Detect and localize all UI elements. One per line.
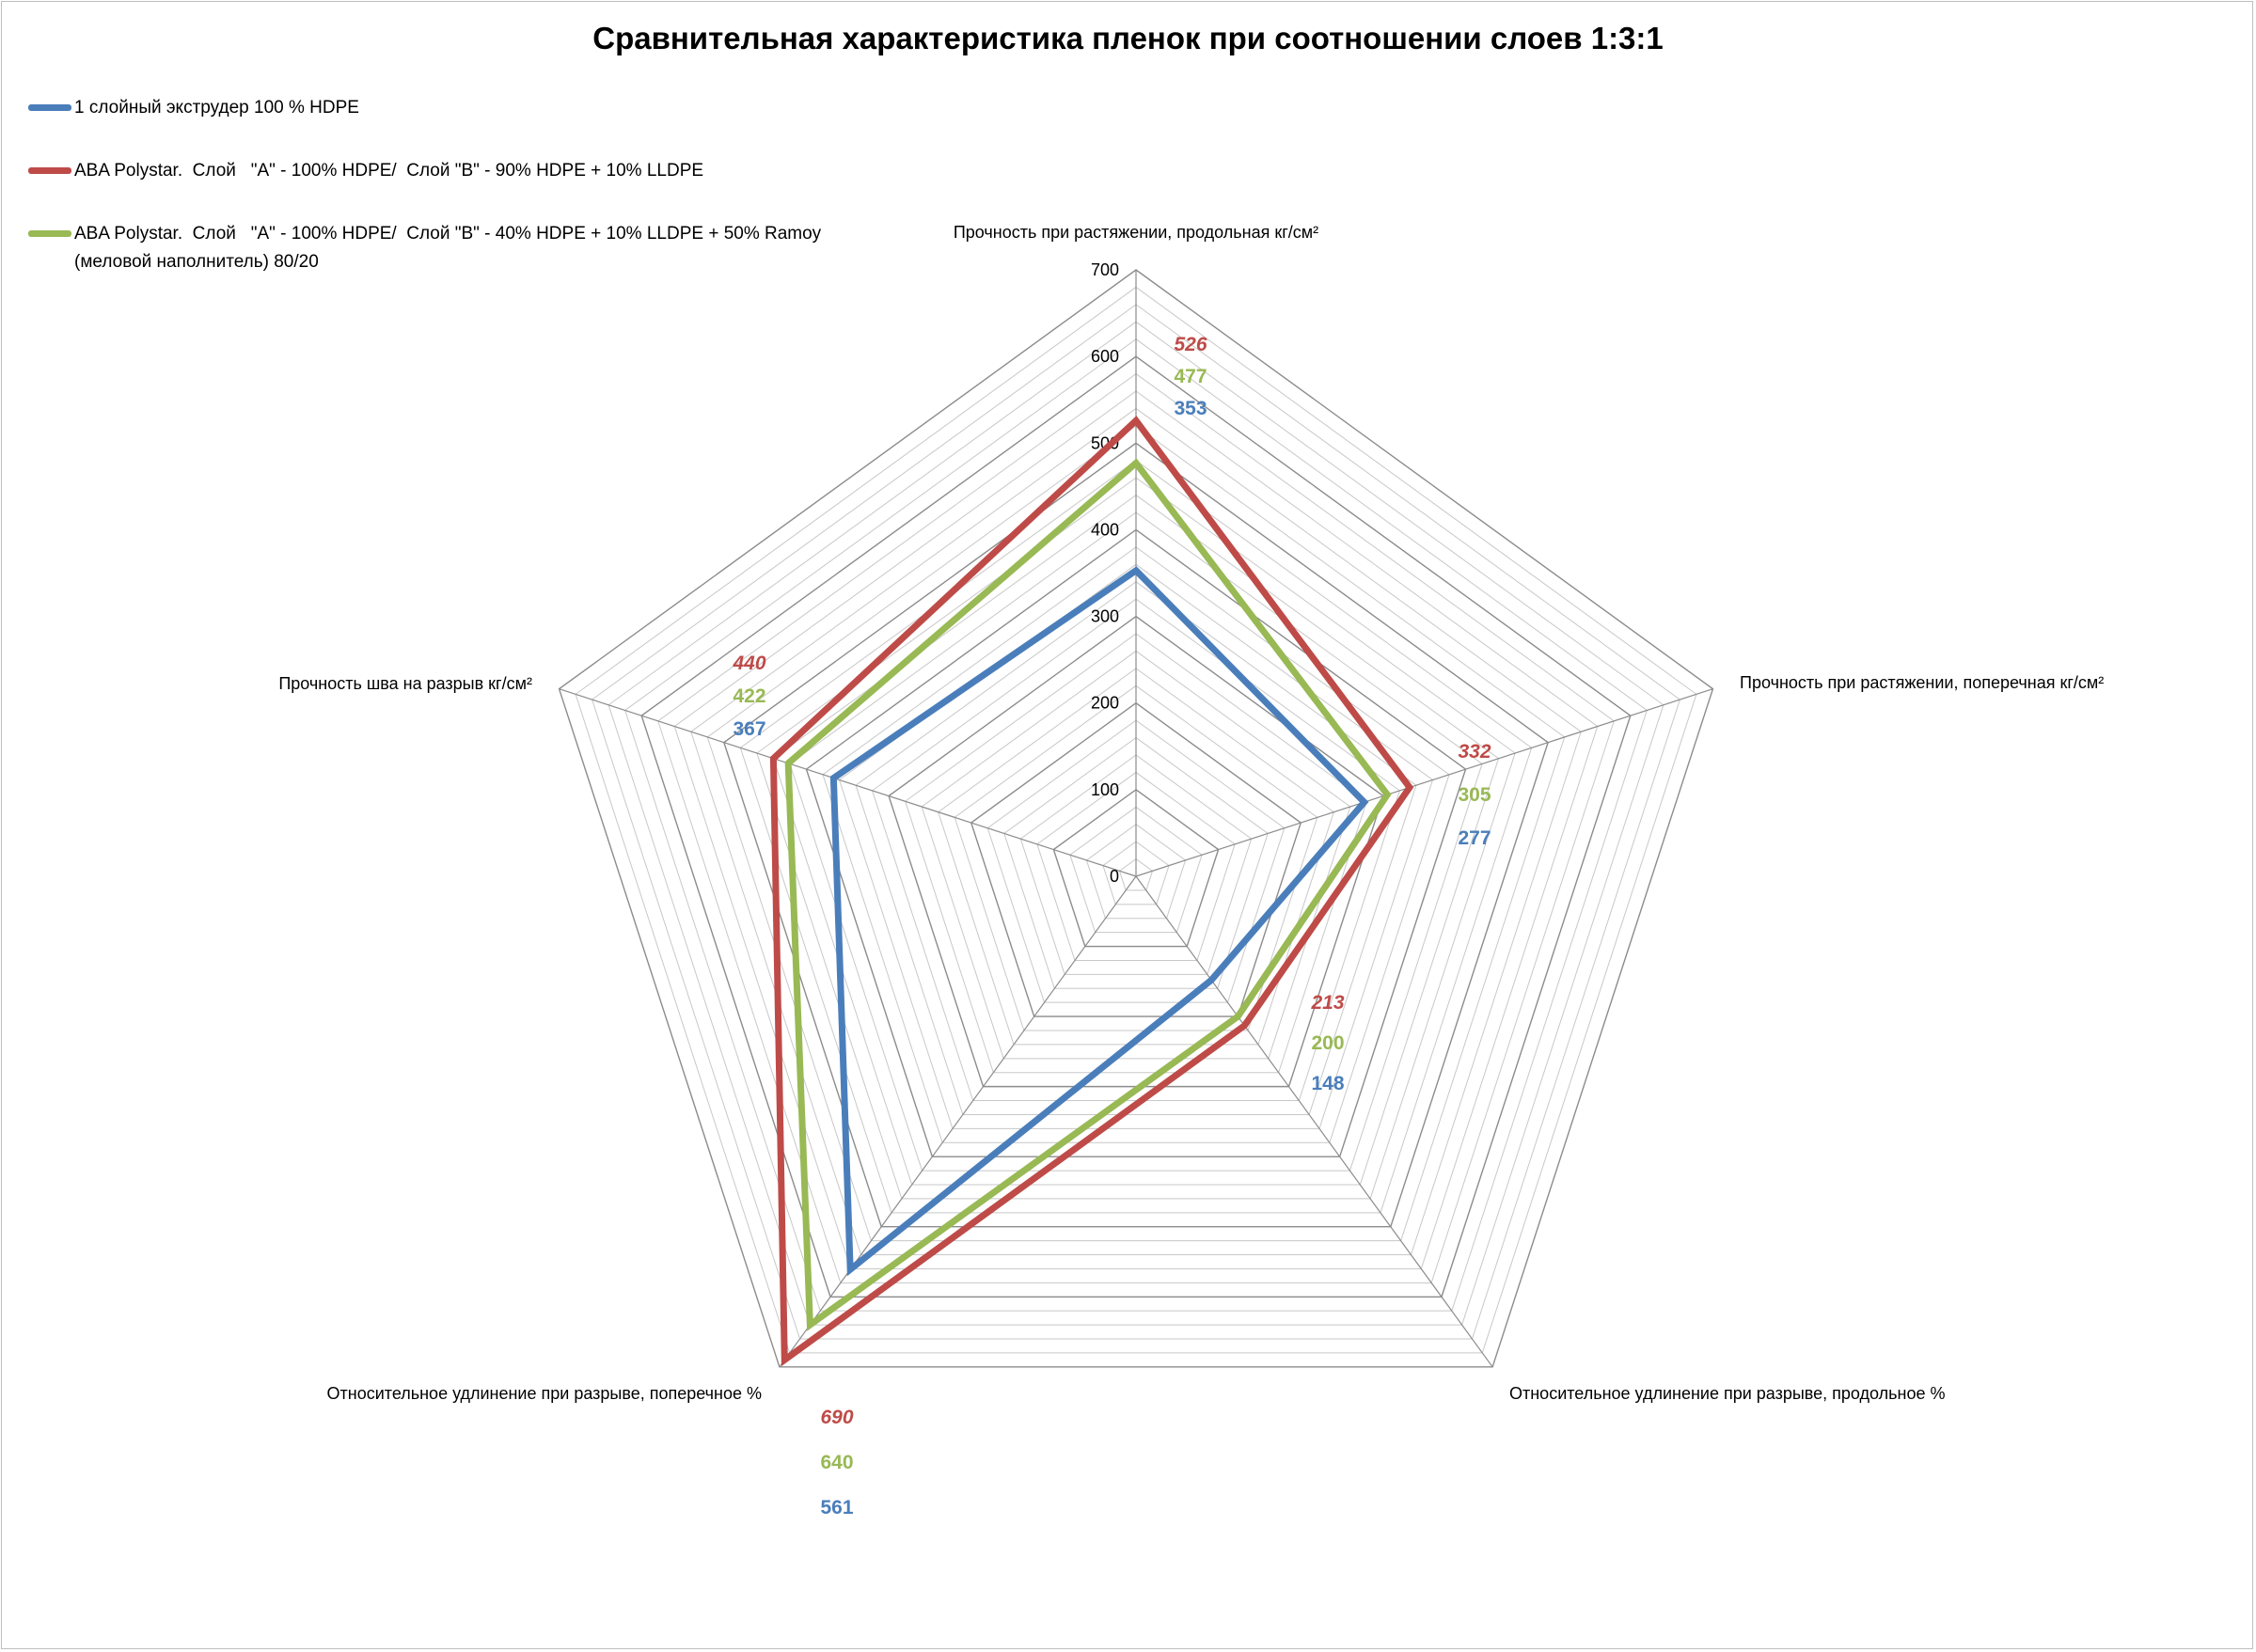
data-label-s2-a5: 440 <box>733 653 766 674</box>
axis-label-3: Относительное удлинение при разрыве, продольное % <box>1509 1384 1946 1403</box>
data-label-s3-a1: 477 <box>1174 366 1207 387</box>
axis-spoke-2 <box>1136 689 1712 876</box>
data-label-s3-a2: 305 <box>1458 784 1491 806</box>
data-label-s3-a5: 422 <box>733 685 766 707</box>
data-label-s2-a1: 526 <box>1174 334 1207 355</box>
tick-label-500: 500 <box>1090 433 1119 453</box>
radar-grid <box>560 270 1713 1367</box>
data-labels <box>732 334 1491 1518</box>
data-label-s2-a4: 690 <box>820 1407 854 1428</box>
data-label-s1-a3: 148 <box>1311 1073 1345 1094</box>
tick-label-700: 700 <box>1090 260 1119 279</box>
chart-title: Сравнительная характеристика пленок при соотношении слоев 1:3:1 <box>592 21 1664 55</box>
data-label-s3-a4: 640 <box>820 1452 854 1473</box>
tick-label-600: 600 <box>1090 347 1119 367</box>
axis-label-4: Относительное удлинение при разрыве, поперечное % <box>326 1384 762 1403</box>
data-label-s1-a1: 353 <box>1174 398 1207 419</box>
axis-spoke-3 <box>1136 876 1492 1367</box>
data-label-s1-a2: 277 <box>1458 827 1491 849</box>
data-label-s1-a4: 561 <box>820 1497 854 1518</box>
tick-label-0: 0 <box>1109 867 1119 886</box>
data-label-s1-a5: 367 <box>733 718 766 740</box>
data-label-s2-a3: 213 <box>1311 992 1345 1014</box>
radial-tick-labels <box>1091 260 1119 886</box>
axis-label-5: Прочность шва на разрыв кг/см² <box>278 674 532 693</box>
tick-label-300: 300 <box>1090 606 1119 626</box>
tick-label-200: 200 <box>1090 693 1119 713</box>
axis-spoke-5 <box>560 689 1136 876</box>
tick-label-100: 100 <box>1090 779 1119 799</box>
axis-label-1: Прочность при растяжении, продольная кг/см² <box>953 223 1319 242</box>
series-line-3 <box>788 463 1387 1325</box>
data-label-s3-a3: 200 <box>1311 1032 1345 1054</box>
legend-label-series-3: ABA Polystar. Слой "A" - 100% HDPE/ Слой "B" - 40% HDPE + 10% LLDPE + 50% Ramoy (меловой наполнитель) 80/20 <box>74 224 822 272</box>
data-label-s2-a2: 332 <box>1458 741 1491 763</box>
tick-label-400: 400 <box>1090 520 1119 540</box>
legend-label-series-2: ABA Polystar. Слой "A" - 100% HDPE/ Слой "B" - 90% HDPE + 10% LLDPE <box>74 161 704 181</box>
series-line-1 <box>833 571 1364 1269</box>
axis-spoke-4 <box>780 876 1136 1367</box>
legend-label-series-1: 1 слойный экструдер 100 % HDPE <box>74 98 359 118</box>
axis-label-2: Прочность при растяжении, поперечная кг/см² <box>1740 673 2105 692</box>
